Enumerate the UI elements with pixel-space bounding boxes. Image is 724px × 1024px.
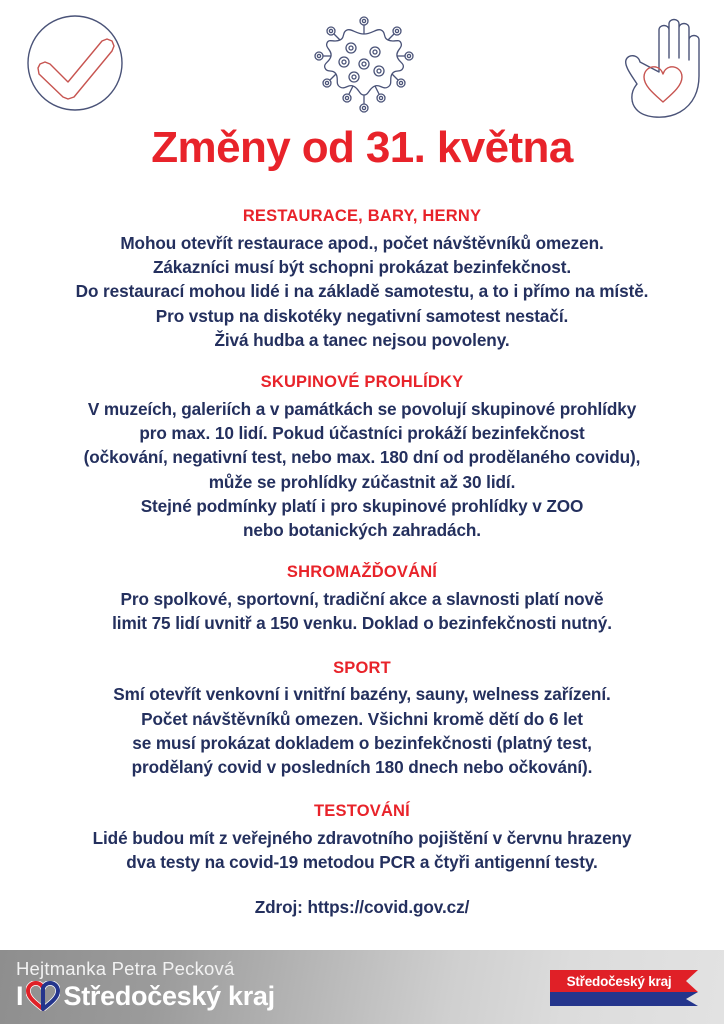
section-spacer xyxy=(12,542,712,562)
content-body xyxy=(12,206,712,918)
section-line: Do restaurací mohou lidé i na základě samotestu, a to i přímo na místě. xyxy=(75,281,649,302)
section-spacer xyxy=(12,352,712,372)
section-line: nebo botanických zahradách. xyxy=(243,520,481,541)
brand-lockup xyxy=(16,981,275,1011)
section-heading: SPORT xyxy=(333,658,391,677)
ribbon-label: Středočeský kraj xyxy=(566,973,672,989)
region-ribbon-logo xyxy=(550,970,712,1006)
section-line: Pro vstup na diskotéky negativní samotest nestačí. xyxy=(155,305,569,326)
section-shromazdovani xyxy=(12,562,712,635)
section-line: V muzeích, galeriích a v památkách se povolují skupinové prohlídky xyxy=(87,398,637,419)
section-skupinove-prohlidky xyxy=(12,372,712,542)
section-heading: TESTOVÁNÍ xyxy=(314,802,410,821)
governor-name: Hejtmanka Petra Pecková xyxy=(16,958,235,979)
virus-icon xyxy=(309,14,419,118)
section-testovani xyxy=(12,801,712,874)
section-spacer xyxy=(12,875,712,897)
footer-branding xyxy=(16,959,275,1011)
section-line: Zákazníci musí být schopni prokázat bezinfekčnost. xyxy=(152,257,572,278)
check-circle-icon xyxy=(22,8,128,118)
section-line: limit 75 lidí uvnitř a 150 venku. Doklad o bezinfekčnosti nutný. xyxy=(112,613,612,634)
section-line: dva testy na covid-19 metodou PCR a čtyři antigenní testy. xyxy=(126,852,598,873)
section-line: Lidé budou mít z veřejného zdravotního pojištění v červnu hrazeny xyxy=(92,828,632,849)
section-text xyxy=(12,826,712,875)
section-heading: SKUPINOVÉ PROHLÍDKY xyxy=(260,373,464,392)
brand-region-name: Středočeský kraj xyxy=(63,980,275,1011)
heart-icon xyxy=(26,981,60,1011)
section-heading: SHROMAŽĎOVÁNÍ xyxy=(286,563,438,582)
section-text xyxy=(12,397,712,543)
section-line: se musí prokázat dokladem o bezinfekčnosti (platný test, xyxy=(132,732,592,753)
footer-bar xyxy=(0,950,724,1024)
section-line: Živá hudba a tanec nejsou povoleny. xyxy=(214,329,510,350)
section-restaurace xyxy=(12,206,712,352)
section-text xyxy=(12,587,712,636)
section-line: prodělaný covid v posledních 180 dnech nebo očkování). xyxy=(131,757,593,778)
section-line: může se prohlídky zúčastnit až 30 lidí. xyxy=(208,471,516,492)
section-line: Mohou otevřít restaurace apod., počet návštěvníků omezen. xyxy=(120,232,604,253)
section-heading: RESTAURACE, BARY, HERNY xyxy=(242,207,482,225)
ribbon-shape xyxy=(550,970,712,1006)
brand-letter-i: I xyxy=(16,980,24,1011)
section-line: Smí otevřít venkovní i vnitřní bazény, sauny, welness zařízení. xyxy=(113,684,611,705)
source-link[interactable]: Zdroj: https://covid.gov.cz/ xyxy=(254,896,470,917)
header-icon-strip xyxy=(0,6,724,116)
section-text xyxy=(12,231,712,352)
section-text xyxy=(12,682,712,779)
section-line: (očkování, negativní test, nebo max. 180 dní od prodělaného covidu), xyxy=(83,447,641,468)
section-line: Pro spolkové, sportovní, tradiční akce a slavnosti platí nově xyxy=(120,589,604,610)
section-spacer xyxy=(12,636,712,658)
section-line: pro max. 10 lidí. Pokud účastníci prokáží bezinfekčnost xyxy=(139,423,585,444)
hand-heart-icon xyxy=(610,10,716,120)
section-line: Počet návštěvníků omezen. Všichni kromě dětí do 6 let xyxy=(141,708,583,729)
section-line: Stejné podmínky platí i pro skupinové prohlídky v ZOO xyxy=(140,495,584,516)
page-title: Změny od 31. května xyxy=(151,123,573,172)
section-sport xyxy=(12,658,712,780)
section-spacer xyxy=(12,779,712,801)
